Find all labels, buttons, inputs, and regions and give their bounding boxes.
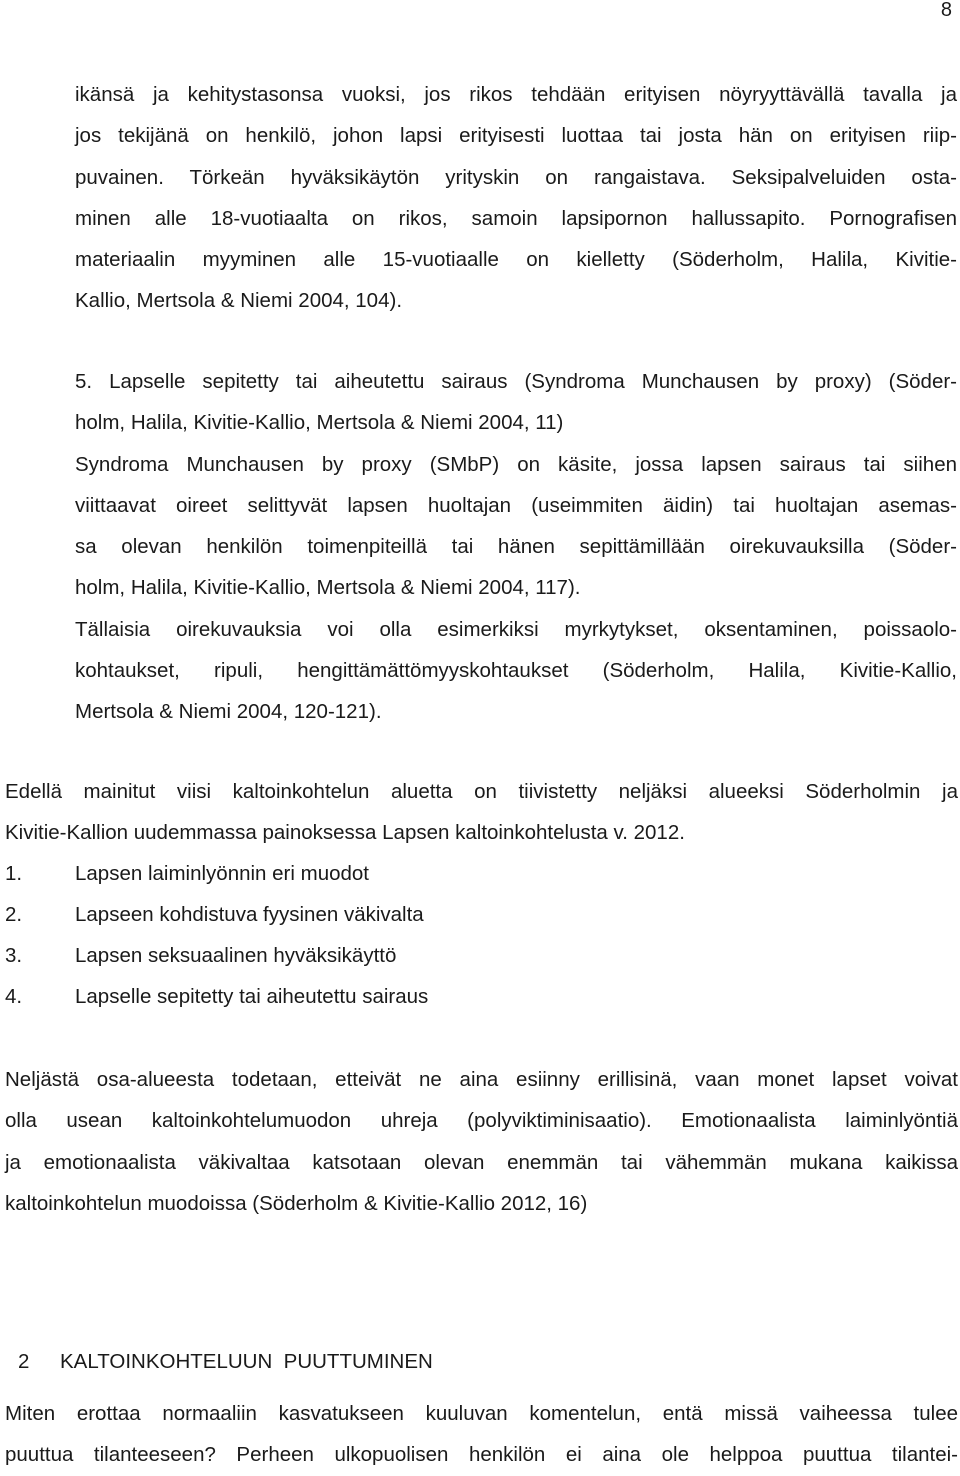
text-line: sa olevan henkilön toimenpiteillä tai hänen sepittämillään oirekuvauksilla (Söder-	[75, 535, 957, 559]
text-line: puvainen. Törkeän hyväksikäytön yrityskin on rangaistava. Seksipalveluiden osta-	[75, 165, 957, 189]
section-heading	[18, 1341, 433, 1382]
list-item-number: 1.	[5, 862, 23, 885]
text-line: Kallio, Mertsola & Niemi 2004, 104).	[75, 289, 403, 313]
list-item	[5, 935, 396, 976]
text-line: holm, Halila, Kivitie-Kallio, Mertsola & Niemi 2004, 117).	[75, 576, 581, 600]
text-line: materiaalin myyminen alle 15-vuotiaalle on kielletty (Söderholm, Halila, Kivitie-	[75, 248, 957, 272]
text-line: minen alle 18-vuotiaalta on rikos, samoin lapsipornon hallussapito. Pornografisen	[75, 206, 957, 230]
list-item-number: 2.	[5, 903, 23, 926]
text-line: kohtaukset, ripuli, hengittämättömyyskohtaukset (Söderholm, Halila, Kivitie-Kallio,	[75, 659, 957, 683]
text-line: 5. Lapselle sepitetty tai aiheutettu sairaus (Syndroma Munchausen by proxy) (Söder-	[75, 370, 957, 393]
paragraph-four-areas	[5, 1059, 958, 1224]
paragraph-last	[5, 1393, 958, 1476]
text-line: puuttua tilanteeseen? Perheen ulkopuolisen henkilön ei aina ole helppoa puuttua tilantei-	[5, 1443, 958, 1467]
text-line: Tällaisia oirekuvauksia voi olla esimerkiksi myrkytykset, oksentaminen, poissaolo-	[75, 617, 957, 641]
text-line: Syndroma Munchausen by proxy (SMbP) on käsite, jossa lapsen sairaus tai siihen	[75, 452, 957, 476]
list-item-text: Lapsen laiminlyönnin eri muodot	[75, 862, 370, 885]
text-line: ja emotionaalista väkivaltaa katsotaan olevan enemmän tai vähemmän mukana kaikissa	[5, 1150, 958, 1174]
section-heading-number: 2	[18, 1350, 30, 1373]
text-line: holm, Halila, Kivitie-Kallio, Mertsola & Niemi 2004, 11)	[75, 411, 564, 435]
text-line: Miten erottaa normaaliin kasvatukseen kuuluvan komentelun, entä missä vaiheessa tulee	[5, 1402, 958, 1425]
list-item	[5, 894, 424, 935]
text-line: Neljästä osa-alueesta todetaan, etteivät ne aina esiinny erillisinä, vaan monet lapset voivat	[5, 1068, 958, 1091]
text-line: Kivitie-Kallion uudemmassa painoksessa Lapsen kaltoinkohtelusta v. 2012.	[5, 821, 685, 845]
section-heading-title: KALTOINKOHTELUUN PUUTTUMINEN	[60, 1350, 433, 1373]
paragraph-summary	[5, 771, 958, 854]
list-item-text: Lapsen seksuaalinen hyväksikäyttö	[75, 944, 397, 967]
text-line: jos tekijänä on henkilö, johon lapsi erityisesti luottaa tai josta hän on erityisen riip-	[75, 124, 957, 148]
list-item	[5, 976, 428, 1017]
text-line: ikänsä ja kehitystasonsa vuoksi, jos rikos tehdään erityisen nöyryyttävällä tavalla ja	[75, 83, 957, 106]
list-item-text: Lapselle sepitetty tai aiheutettu sairaus	[75, 985, 429, 1008]
list-item	[5, 853, 369, 894]
text-line: olla usean kaltoinkohtelumuodon uhreja (polyviktiminisaatio). Emotionaalista laiminlyöntiä	[5, 1109, 958, 1133]
text-line: Edellä mainitut viisi kaltoinkohtelun aluetta on tiivistetty neljäksi alueeksi Söderholmin ja	[5, 780, 958, 803]
text-line: viittaavat oireet selittyvät lapsen huoltajan (useimmiten äidin) tai huoltajan asemas-	[75, 493, 957, 517]
paragraph-item-five	[75, 361, 957, 733]
list-item-number: 3.	[5, 944, 23, 967]
text-line: Mertsola & Niemi 2004, 120-121).	[75, 700, 382, 724]
text-line: kaltoinkohtelun muodoissa (Söderholm & Kivitie-Kallio 2012, 16)	[5, 1191, 588, 1215]
page-number: 8	[940, 0, 952, 21]
list-item-number: 4.	[5, 985, 23, 1008]
paragraph-top	[75, 74, 957, 322]
list-item-text: Lapseen kohdistuva fyysinen väkivalta	[75, 903, 424, 926]
